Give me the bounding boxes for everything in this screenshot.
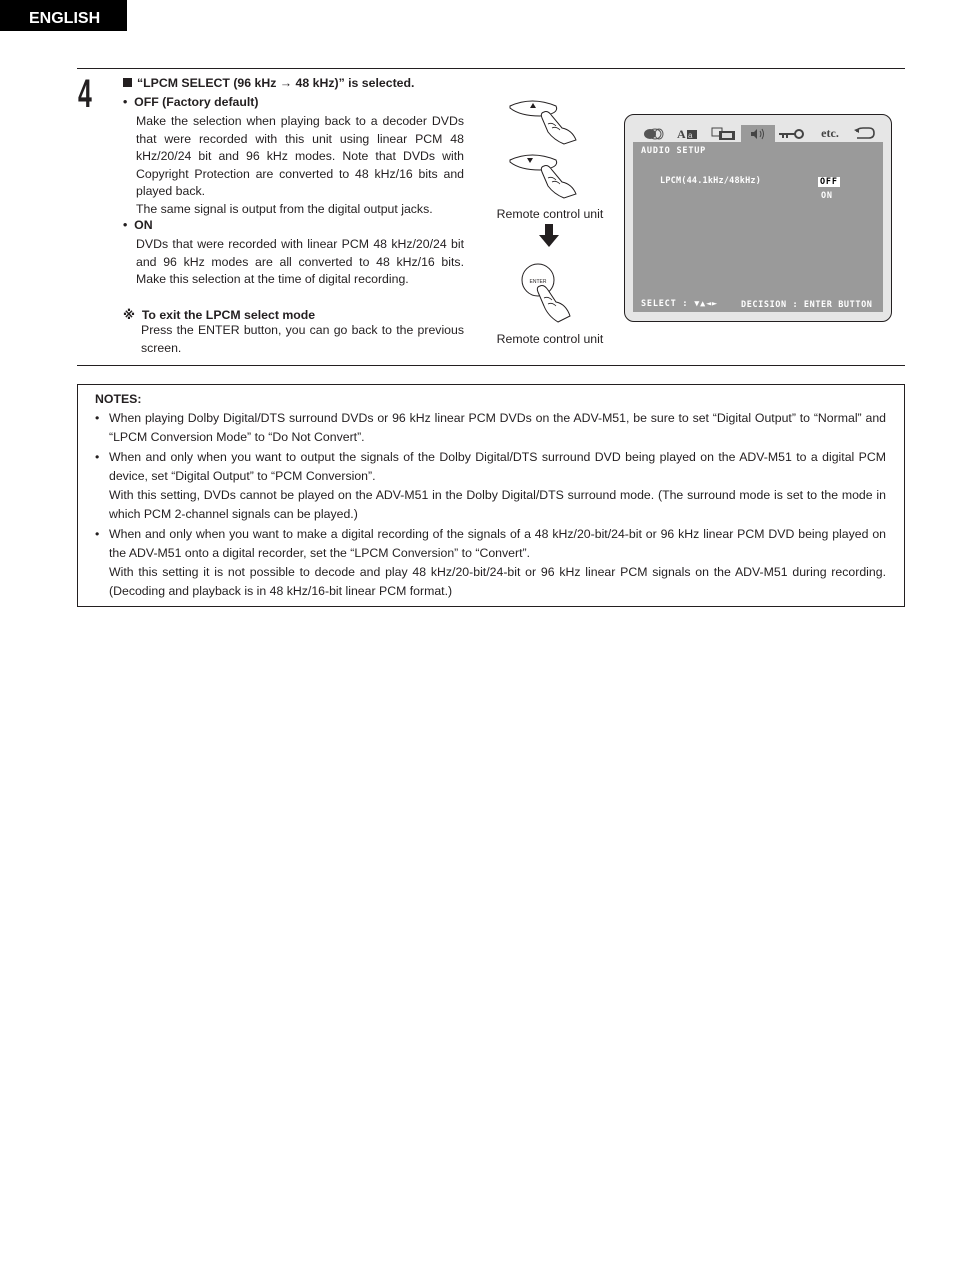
key-icon <box>775 125 809 142</box>
osd-title: AUDIO SETUP <box>641 146 707 156</box>
remote-enter-button-illustration <box>514 258 584 324</box>
remote-caption-top: Remote control unit <box>496 207 604 221</box>
option-off-note: The same signal is output from the digital output jacks. <box>136 202 433 216</box>
speaker-icon <box>741 125 775 142</box>
note-text: With this setting it is not possible to decode and play 48 kHz/20-bit/24-bit or 96 kHz linear PCM signals on the ADV-M51 during recording. (Decoding and playback is in 48 kHz/16-bit linear PCM format.) <box>109 565 886 599</box>
bullet: • <box>123 218 128 232</box>
exit-title-text: To exit the LPCM select mode <box>141 308 316 322</box>
etc-label: etc. <box>821 126 839 140</box>
remote-up-button-illustration <box>500 94 586 146</box>
return-icon <box>847 125 881 142</box>
disc-icon <box>636 125 670 142</box>
section-bottom-rule <box>77 365 905 366</box>
language-tab: ENGLISH <box>0 0 127 31</box>
remote-down-button-illustration <box>500 148 586 200</box>
step-number: 4 <box>78 72 92 116</box>
osd-footer-select: SELECT : ▼▲◄► <box>641 299 718 309</box>
option-on-title <box>123 217 153 235</box>
option-off-title <box>123 94 259 112</box>
enter-button-label: ENTER <box>529 279 547 285</box>
note-text: When playing Dolby Digital/DTS surround DVDs or 96 kHz linear PCM DVDs on the ADV-M51, be sure to set “Digital Output” to “Normal” and “LPCM Conversion Mode” to “Do Not Convert”. <box>109 411 886 445</box>
language-icon <box>671 125 705 142</box>
option-title: OFF (Factory default) <box>134 95 259 109</box>
step-heading-text: “LPCM SELECT (96 kHz → 48 kHz)” is selected. <box>137 76 415 90</box>
bullet: • <box>95 411 100 425</box>
osd-footer-decision: DECISION : ENTER BUTTON <box>741 300 873 310</box>
svg-text:A: A <box>677 127 686 140</box>
option-title: ON <box>134 218 153 232</box>
bullet: • <box>95 450 100 464</box>
exit-desc: Press the ENTER button, you can go back to the previous screen. <box>141 323 464 355</box>
option-off-desc: Make the selection when playing back to a decoder DVDs that were recorded with this unit using linear PCM 48 kHz/20/24 bit and 96 kHz modes. Note that DVDs with Copyright Protection are converted to 48 kHz/16 bits and played back. <box>136 114 464 199</box>
osd-option-on[interactable]: ON <box>821 191 833 201</box>
arrow-down-icon <box>539 224 559 247</box>
option-on-desc: DVDs that were recorded with linear PCM 48 kHz/20/24 bit and 96 kHz modes are all converted to 48 kHz/16 bits. Make this selection at the time of digital recording. <box>136 237 464 287</box>
bullet: • <box>95 527 100 541</box>
note-text: When and only when you want to make a digital recording of the signals of a 48 kHz/20-bit/24-bit or 96 kHz linear PCM DVD being played on the ADV-M51 onto a digital recorder, set the “LPCM Conversion” to “Convert”. <box>109 527 886 561</box>
step-heading <box>123 75 483 93</box>
svg-text:a: a <box>688 131 693 140</box>
osd-icon-bar <box>633 125 883 142</box>
notes-title: NOTES: <box>95 392 142 406</box>
osd-item-label: LPCM(44.1kHz/48kHz) <box>660 176 762 186</box>
display-icon <box>707 125 741 142</box>
notes-box <box>77 384 905 607</box>
etc-icon <box>813 125 847 142</box>
section-top-rule <box>77 68 905 69</box>
remote-caption-bottom: Remote control unit <box>496 332 604 346</box>
bullet: • <box>123 95 128 109</box>
reference-mark-icon: ※ <box>123 308 135 322</box>
osd-option-off[interactable]: OFF <box>820 177 838 187</box>
note-text: When and only when you want to output the signals of the Dolby Digital/DTS surround DVD being played on the ADV-M51 to a digital PCM device, set “Digital Output” to “PCM Conversion”. <box>109 450 886 484</box>
note-text: With this setting, DVDs cannot be played on the ADV-M51 in the Dolby Digital/DTS surround mode. (The surround mode is set to the mode in which PCM 2-channel signals can be played.) <box>109 488 886 522</box>
square-bullet-icon <box>123 78 132 87</box>
osd-menu-panel <box>633 142 883 312</box>
